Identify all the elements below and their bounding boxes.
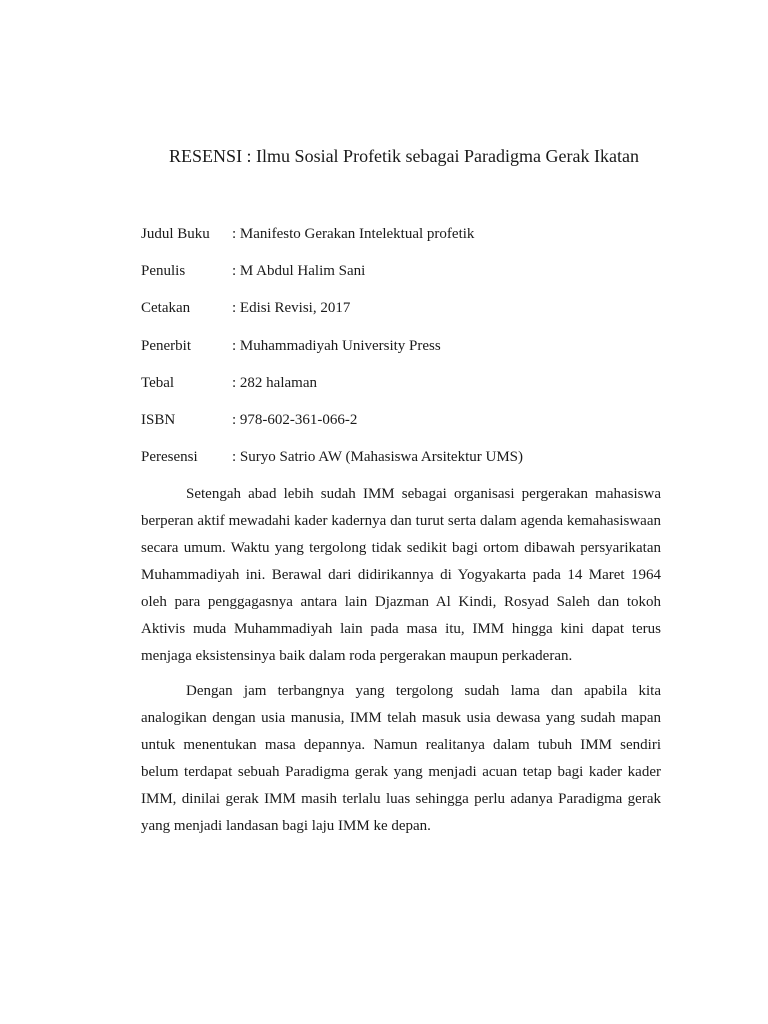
book-info-row-penulis <box>141 261 661 298</box>
info-label: Peresensi <box>141 449 198 466</box>
book-info-row-isbn <box>141 410 661 447</box>
info-value: : Muhammadiyah University Press <box>232 337 441 354</box>
document-title: RESENSI : Ilmu Sosial Profetik sebagai Paradigma Gerak Ikatan <box>169 146 639 166</box>
info-label: Judul Buku <box>141 226 210 242</box>
info-value: : Edisi Revisi, 2017 <box>232 300 351 317</box>
info-label: Cetakan <box>141 300 191 317</box>
info-value: : M Abdul Halim Sani <box>232 263 366 280</box>
book-info-table <box>141 224 661 484</box>
info-label: Tebal <box>141 374 175 391</box>
info-label: ISBN <box>141 411 176 428</box>
book-info-row-peresensi <box>141 447 661 484</box>
body-paragraph: Setengah abad lebih sudah IMM sebagai organisasi pergerakan mahasiswa berperan aktif mewadahi kader kadernya dan turut serta dalam agenda kemahasiswaan secara umum. Waktu yang tergolong tidak sedikit bagi ortom dibawah persyarikatan Muhammadiyah ini. Berawal dari didirikannya di Yogyakarta pada 14 Maret 1964 oleh para penggagasnya antara lain Djazman Al Kindi, Rosyad Saleh dan tokoh Aktivis muda Muhammadiyah lain pada masa itu, IMM hingga kini dapat terus menjaga eksistensinya baik dalam roda pergerakan maupun perkaderan. <box>141 486 661 664</box>
book-info-row-tebal <box>141 373 661 410</box>
book-info-row-judul <box>141 224 661 261</box>
book-info-row-cetakan <box>141 298 661 335</box>
info-value: : 978-602-361-066-2 <box>232 411 358 428</box>
info-label: Penulis <box>141 263 186 280</box>
info-label: Penerbit <box>141 337 191 354</box>
book-info-row-penerbit <box>141 336 661 373</box>
info-value: : 282 halaman <box>232 374 317 391</box>
info-value: : Suryo Satrio AW (Mahasiswa Arsitektur UMS) <box>232 449 524 466</box>
body-paragraph: Dengan jam terbangnya yang tergolong sudah lama dan apabila kita analogikan dengan usia manusia, IMM telah masuk usia dewasa yang sudah mapan untuk menentukan masa depannya. Namun realitanya dalam tubuh IMM sendiri belum terdapat sebuah Paradigma gerak yang menjadi acuan tetap bagi kader kader IMM, dinilai gerak IMM masih terlalu luas sehingga perlu adanya Paradigma gerak yang menjadi landasan bagi laju IMM ke depan. <box>141 683 661 834</box>
info-value: : Manifesto Gerakan Intelektual profetik <box>232 226 475 242</box>
